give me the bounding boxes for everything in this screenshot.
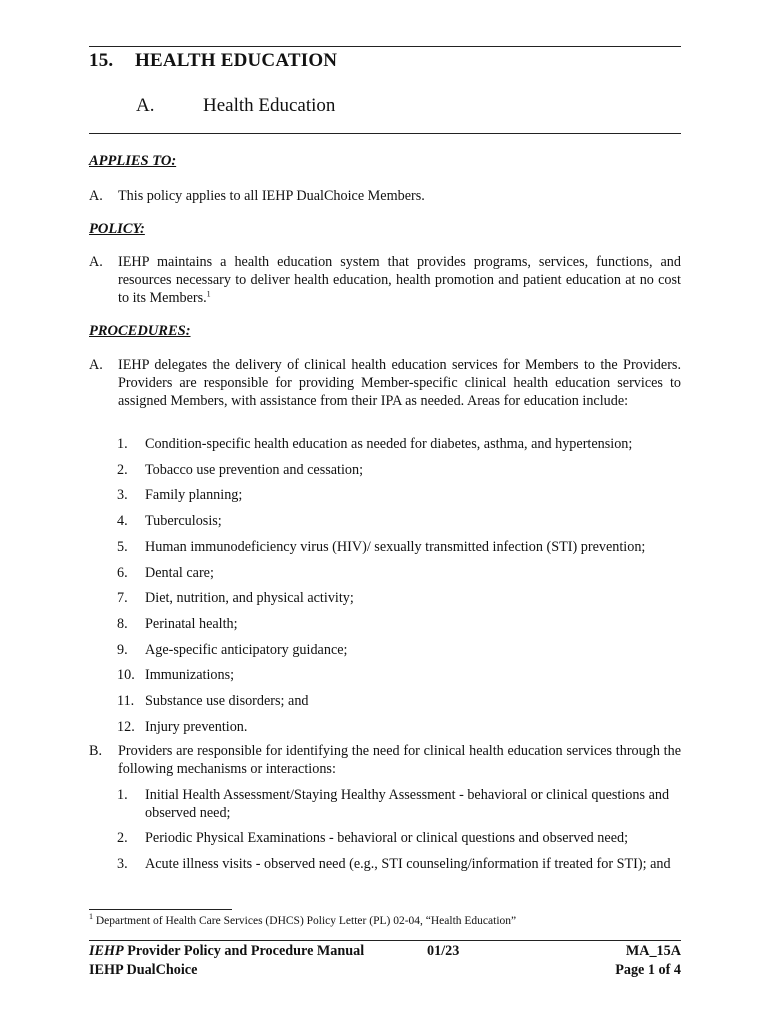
list-text: Initial Health Assessment/Staying Healthy Assessment - behavioral or clinical questions and observed need; xyxy=(145,787,670,821)
list-item xyxy=(117,855,681,873)
list-number: 3. xyxy=(117,487,128,503)
list-item xyxy=(117,486,681,504)
list-item xyxy=(117,666,681,684)
list-number: 10. xyxy=(117,667,135,683)
subsection-title: Health Education xyxy=(203,95,336,116)
footer-plan: IEHP DualChoice xyxy=(89,962,198,978)
item-text: IEHP delegates the delivery of clinical health education services for Members to the Providers. Providers are responsible for providing Member-specific clinical health education services to assigned Members, with assistance from their IPA as needed. Areas for education include: xyxy=(118,357,681,409)
section-heading xyxy=(89,50,337,72)
list-number: 6. xyxy=(117,565,128,581)
policy-label: POLICY: xyxy=(89,221,145,237)
list-item xyxy=(117,615,681,633)
section-title: HEALTH EDUCATION xyxy=(135,50,338,71)
list-text: Tobacco use prevention and cessation; xyxy=(145,462,364,478)
list-item xyxy=(117,718,681,736)
list-item xyxy=(117,589,681,607)
list-item xyxy=(117,435,681,453)
footer-page-number: Page 1 of 4 xyxy=(615,962,681,978)
item-text: Providers are responsible for identifying the need for clinical health education services through the following mechanisms or interactions: xyxy=(118,743,681,777)
footer-doc-id: MA_15A xyxy=(625,943,681,959)
list-item xyxy=(117,564,681,582)
list-item xyxy=(117,692,681,710)
list-number: 1. xyxy=(117,436,128,452)
footer-rule xyxy=(89,940,681,941)
list-number: 8. xyxy=(117,616,128,632)
list-text: Injury prevention. xyxy=(145,719,248,735)
list-item xyxy=(117,829,681,847)
list-number: 12. xyxy=(117,719,135,735)
section-number: 15. xyxy=(89,50,114,71)
list-text: Acute illness visits - observed need (e.g., STI counseling/information if treated for STI); and xyxy=(145,856,671,872)
procedure-a xyxy=(89,356,681,410)
subsection-letter: A. xyxy=(136,95,155,116)
footnote-number: 1 xyxy=(89,912,93,922)
item-text: This policy applies to all IEHP DualChoice Members. xyxy=(118,188,425,204)
list-number: 2. xyxy=(117,462,128,478)
item-letter: A. xyxy=(89,188,103,204)
procedure-b xyxy=(89,742,681,778)
list-number: 3. xyxy=(117,856,128,872)
item-text: IEHP maintains a health education system that provides programs, services, functions, and resources necessary to deliver health education, health promotion and patient education at no cost to its Members. xyxy=(118,254,681,306)
list-text: Substance use disorders; and xyxy=(145,693,309,709)
footnote-ref: 1 xyxy=(206,289,211,299)
list-text: Age-specific anticipatory guidance; xyxy=(145,642,348,658)
list-item xyxy=(117,461,681,479)
list-text: Dental care; xyxy=(145,565,214,581)
list-text: Condition-specific health education as needed for diabetes, asthma, and hypertension; xyxy=(145,436,633,452)
heading-rule xyxy=(89,133,681,134)
list-number: 9. xyxy=(117,642,128,658)
list-text: Diet, nutrition, and physical activity; xyxy=(145,590,354,606)
list-item xyxy=(117,641,681,659)
list-text: Human immunodeficiency virus (HIV)/ sexually transmitted infection (STI) prevention; xyxy=(145,539,646,555)
list-number: 2. xyxy=(117,830,128,846)
list-number: 7. xyxy=(117,590,128,606)
footer-date: 01/23 xyxy=(427,943,460,959)
footer-manual-title xyxy=(89,943,364,960)
footnote xyxy=(89,912,517,927)
list-item xyxy=(117,512,681,530)
list-number: 5. xyxy=(117,539,128,555)
list-item xyxy=(117,786,681,822)
list-item xyxy=(117,538,681,556)
list-number: 4. xyxy=(117,513,128,529)
item-letter: A. xyxy=(89,357,103,373)
footer-manual-rest: Provider Policy and Procedure Manual xyxy=(123,943,365,959)
footnote-text: Department of Health Care Services (DHCS) Policy Letter (PL) 02-04, “Health Education” xyxy=(95,915,517,927)
list-text: Immunizations; xyxy=(145,667,235,683)
policy-item xyxy=(89,253,681,307)
list-text: Family planning; xyxy=(145,487,243,503)
procedures-label: PROCEDURES: xyxy=(89,323,191,339)
list-text: Periodic Physical Examinations - behavioral or clinical questions and observed need; xyxy=(145,830,629,846)
list-number: 1. xyxy=(117,787,128,803)
item-text-wrap xyxy=(118,253,681,307)
list-text: Tuberculosis; xyxy=(145,513,222,529)
footnote-rule xyxy=(89,909,232,910)
applies-to-item xyxy=(89,187,681,205)
item-letter: A. xyxy=(89,254,103,270)
list-number: 11. xyxy=(117,693,135,709)
footer-manual-italic: IEHP xyxy=(89,943,124,959)
item-letter: B. xyxy=(89,743,103,759)
list-text: Perinatal health; xyxy=(145,616,238,632)
applies-to-label: APPLIES TO: xyxy=(89,153,177,169)
top-rule xyxy=(89,46,681,47)
